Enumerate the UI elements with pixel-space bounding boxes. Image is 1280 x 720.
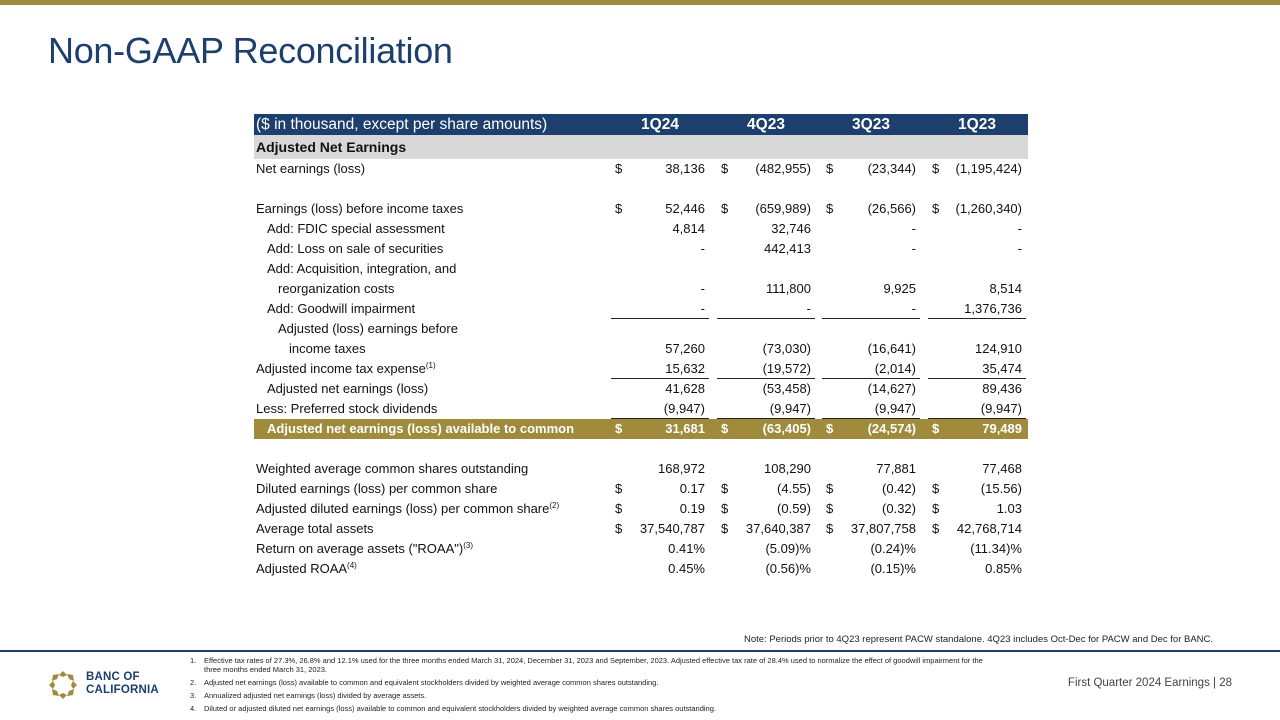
value-cell bbox=[611, 159, 709, 179]
value-cell bbox=[822, 339, 920, 359]
periods-note: Note: Periods prior to 4Q23 represent PACW standalone. 4Q23 includes Oct-Dec for PACW and Dec for BANC. bbox=[744, 634, 1214, 645]
footer-divider bbox=[0, 650, 1280, 652]
section-label: Adjusted Net Earnings bbox=[256, 139, 407, 155]
row-label: Average total assets bbox=[256, 521, 374, 536]
value-cell bbox=[717, 459, 815, 479]
value-cell bbox=[611, 379, 709, 399]
cell-value: - bbox=[911, 241, 916, 256]
currency-symbol: $ bbox=[721, 481, 729, 496]
value-cell bbox=[717, 339, 815, 359]
value-cell bbox=[822, 239, 920, 259]
table-row bbox=[254, 459, 1028, 479]
row-label: Return on average assets ("ROAA")$^{(3)}$ bbox=[256, 541, 473, 556]
row-label: Adjusted net earnings (loss) available to common bbox=[267, 421, 575, 436]
cell-value: (0.15)% bbox=[870, 561, 916, 576]
value-cell bbox=[717, 159, 815, 179]
currency-symbol: $ bbox=[826, 501, 834, 516]
cell-value: 32,746 bbox=[771, 221, 811, 236]
cell-value: 37,807,758 bbox=[850, 521, 916, 536]
value-cell bbox=[611, 419, 709, 439]
value-cell bbox=[717, 359, 815, 379]
section-header-row bbox=[254, 135, 1028, 159]
value-cell bbox=[717, 519, 815, 539]
cell-value: - bbox=[700, 241, 705, 256]
row-label: Earnings (loss) before income taxes bbox=[256, 201, 464, 216]
cell-value: 1.03 bbox=[996, 501, 1022, 516]
row-label: income taxes bbox=[289, 341, 366, 356]
footnote-ref: (2) bbox=[549, 501, 560, 510]
value-cell bbox=[717, 559, 815, 579]
currency-symbol: $ bbox=[615, 421, 623, 436]
cell-value: (5.09)% bbox=[765, 541, 811, 556]
cell-value: (9,947) bbox=[874, 401, 916, 416]
value-cell bbox=[928, 419, 1026, 439]
cell-value: 37,640,387 bbox=[745, 521, 811, 536]
cell-value: (0.42) bbox=[882, 481, 916, 496]
table-row bbox=[254, 239, 1028, 259]
value-cell bbox=[928, 239, 1026, 259]
value-cell bbox=[822, 359, 920, 379]
value-cell bbox=[822, 519, 920, 539]
value-cell bbox=[611, 219, 709, 239]
cell-value: (73,030) bbox=[762, 341, 811, 356]
value-cell bbox=[928, 479, 1026, 499]
value-cell bbox=[928, 519, 1026, 539]
cell-value: (19,572) bbox=[762, 361, 811, 376]
value-cell bbox=[717, 539, 815, 559]
table-row bbox=[254, 399, 1028, 419]
value-cell bbox=[928, 459, 1026, 479]
cell-value: 52,446 bbox=[665, 201, 705, 216]
value-cell bbox=[822, 479, 920, 499]
cell-value: (4.55) bbox=[777, 481, 811, 496]
value-cell bbox=[822, 219, 920, 239]
value-cell bbox=[717, 379, 815, 399]
value-cell bbox=[822, 279, 920, 299]
currency-symbol: $ bbox=[932, 501, 940, 516]
currency-symbol: $ bbox=[932, 201, 940, 216]
cell-value: (23,344) bbox=[867, 161, 916, 176]
value-cell bbox=[717, 399, 815, 419]
value-cell bbox=[611, 479, 709, 499]
column-header-3q23: 3Q23 bbox=[852, 116, 890, 133]
cell-value: (11.34)% bbox=[970, 541, 1022, 556]
currency-symbol: $ bbox=[721, 501, 729, 516]
footnote-ref: (1) bbox=[425, 361, 436, 370]
page-footer: First Quarter 2024 Earnings | 28 bbox=[1067, 677, 1232, 689]
row-label: Adjusted diluted earnings (loss) per common share$^{(2)}$ bbox=[256, 501, 560, 516]
table-row bbox=[254, 499, 1028, 519]
value-cell bbox=[822, 159, 920, 179]
table-row bbox=[254, 359, 1028, 379]
value-cell bbox=[928, 399, 1026, 419]
cell-value: (9,947) bbox=[663, 401, 705, 416]
value-cell bbox=[822, 379, 920, 399]
currency-symbol: $ bbox=[826, 201, 834, 216]
cell-value: 79,489 bbox=[982, 421, 1022, 436]
value-cell bbox=[928, 499, 1026, 519]
value-cell bbox=[822, 419, 920, 439]
cell-value: - bbox=[700, 281, 705, 296]
row-label: Add: Acquisition, integration, and bbox=[267, 261, 457, 276]
currency-symbol: $ bbox=[721, 161, 729, 176]
value-cell bbox=[822, 399, 920, 419]
currency-symbol: $ bbox=[826, 521, 834, 536]
value-cell bbox=[928, 339, 1026, 359]
cell-value: - bbox=[1017, 221, 1022, 236]
cell-value: (0.32) bbox=[882, 501, 916, 516]
table-row bbox=[254, 539, 1028, 559]
currency-symbol: $ bbox=[826, 161, 834, 176]
cell-value: 0.19 bbox=[679, 501, 705, 516]
row-label: Adjusted ROAA$^{(4)}$ bbox=[256, 561, 357, 576]
cell-value: 31,681 bbox=[665, 421, 705, 436]
cell-value: (1,260,340) bbox=[955, 201, 1022, 216]
cell-value: 108,290 bbox=[764, 461, 811, 476]
cell-value: (1,195,424) bbox=[955, 161, 1022, 176]
footnote: 2. Adjusted net earnings (loss) available to common and equivalent stockholders divided by weighted average common shares outstanding. bbox=[190, 678, 659, 687]
header-label: ($ in thousand, except per share amounts) bbox=[256, 116, 548, 133]
cell-value: 0.17 bbox=[679, 481, 705, 496]
currency-symbol: $ bbox=[615, 161, 623, 176]
cell-value: 42,768,714 bbox=[956, 521, 1022, 536]
value-cell bbox=[717, 239, 815, 259]
row-label: Net earnings (loss) bbox=[256, 161, 366, 176]
cell-value: (9,947) bbox=[769, 401, 811, 416]
table-row bbox=[254, 379, 1028, 399]
banc-of-california-logo-icon bbox=[48, 670, 78, 700]
cell-value: 15,632 bbox=[665, 361, 705, 376]
cell-value: 168,972 bbox=[658, 461, 705, 476]
cell-value: (9,947) bbox=[980, 401, 1022, 416]
cell-value: 124,910 bbox=[975, 341, 1022, 356]
cell-value: 41,628 bbox=[665, 381, 705, 396]
cell-value: (14,627) bbox=[867, 381, 916, 396]
value-cell bbox=[717, 419, 815, 439]
value-cell bbox=[611, 239, 709, 259]
cell-value: (659,989) bbox=[755, 201, 811, 216]
row-label: Add: Loss on sale of securities bbox=[267, 241, 444, 256]
cell-value: (63,405) bbox=[762, 421, 811, 436]
cell-value: - bbox=[700, 301, 705, 316]
table-row bbox=[254, 279, 1028, 299]
cell-value: 0.85% bbox=[985, 561, 1022, 576]
cell-value: (0.56)% bbox=[765, 561, 811, 576]
cell-value: 57,260 bbox=[665, 341, 705, 356]
row-label: reorganization costs bbox=[278, 281, 395, 296]
logo-line-1: BANC OF bbox=[86, 671, 140, 683]
value-cell bbox=[717, 299, 815, 319]
footnote-ref: (4) bbox=[347, 561, 357, 570]
footnote: 4. Diluted or adjusted diluted net earnings (loss) available to common and equivalent stockholders divided by weighted average common shares outstanding. bbox=[190, 704, 716, 713]
row-label: Adjusted income tax expense$^{(1)}$ bbox=[256, 361, 436, 376]
top-accent-bar bbox=[0, 0, 1280, 5]
table-row bbox=[254, 219, 1028, 239]
value-cell bbox=[928, 379, 1026, 399]
cell-value: (482,955) bbox=[755, 161, 811, 176]
currency-symbol: $ bbox=[932, 421, 940, 436]
column-header-1q24: 1Q24 bbox=[641, 116, 679, 133]
value-cell bbox=[928, 279, 1026, 299]
cell-value: (16,641) bbox=[867, 341, 916, 356]
value-cell bbox=[822, 199, 920, 219]
cell-value: 77,468 bbox=[982, 461, 1022, 476]
value-cell bbox=[928, 559, 1026, 579]
value-cell bbox=[717, 279, 815, 299]
row-label: Add: FDIC special assessment bbox=[267, 221, 445, 236]
table-row bbox=[254, 559, 1028, 579]
column-header-1q23: 1Q23 bbox=[958, 116, 996, 133]
value-cell bbox=[928, 159, 1026, 179]
value-cell bbox=[611, 519, 709, 539]
cell-value: (0.59) bbox=[777, 501, 811, 516]
value-cell bbox=[822, 459, 920, 479]
currency-symbol: $ bbox=[932, 521, 940, 536]
cell-value: 442,413 bbox=[764, 241, 811, 256]
cell-value: - bbox=[1017, 241, 1022, 256]
currency-symbol: $ bbox=[932, 161, 940, 176]
cell-value: (15.56) bbox=[980, 481, 1022, 496]
table-row bbox=[254, 479, 1028, 499]
row-label: Adjusted net earnings (loss) bbox=[267, 381, 429, 396]
cell-value: 0.45% bbox=[668, 561, 705, 576]
footnote: 1. Effective tax rates of 27.3%, 26.8% and 12.1% used for the three months ended March 31, 2024, December 31, 2023 and September, 2023. Adjusted effective tax rate of 28.4% used to normalize the effect of goodwill impairment for the three months ended March 31, 2023. bbox=[190, 656, 983, 674]
table-row bbox=[254, 199, 1028, 219]
cell-value: - bbox=[911, 221, 916, 236]
cell-value: (26,566) bbox=[867, 201, 916, 216]
value-cell bbox=[822, 539, 920, 559]
value-cell bbox=[822, 559, 920, 579]
cell-value: 0.41% bbox=[668, 541, 705, 556]
logo-line-2: CALIFORNIA bbox=[86, 684, 159, 696]
currency-symbol: $ bbox=[615, 481, 623, 496]
row-label: Weighted average common shares outstanding bbox=[256, 461, 529, 476]
value-cell bbox=[928, 299, 1026, 319]
cell-value: 4,814 bbox=[672, 221, 705, 236]
currency-symbol: $ bbox=[721, 201, 729, 216]
reconciliation-table bbox=[254, 114, 1028, 579]
column-header-4q23: 4Q23 bbox=[747, 116, 785, 133]
value-cell bbox=[717, 499, 815, 519]
table-row bbox=[254, 299, 1028, 319]
table-row bbox=[254, 519, 1028, 539]
table-row bbox=[254, 159, 1028, 179]
value-cell bbox=[611, 399, 709, 419]
currency-symbol: $ bbox=[721, 521, 729, 536]
row-label: Adjusted (loss) earnings before bbox=[278, 321, 458, 336]
value-cell bbox=[611, 199, 709, 219]
value-cell bbox=[611, 279, 709, 299]
cell-value: 35,474 bbox=[982, 361, 1022, 376]
value-cell bbox=[928, 539, 1026, 559]
row-label: Less: Preferred stock dividends bbox=[256, 401, 438, 416]
table-header-row bbox=[254, 114, 1028, 135]
table-row-total bbox=[254, 419, 1028, 439]
value-cell bbox=[717, 219, 815, 239]
value-cell bbox=[611, 559, 709, 579]
cell-value: 38,136 bbox=[665, 161, 705, 176]
row-label: Add: Goodwill impairment bbox=[267, 301, 416, 316]
cell-value: 9,925 bbox=[883, 281, 916, 296]
footnote: 3. Annualized adjusted net earnings (loss) divided by average assets. bbox=[190, 691, 427, 700]
value-cell bbox=[928, 199, 1026, 219]
footnote-ref: (3) bbox=[463, 541, 473, 550]
value-cell bbox=[611, 459, 709, 479]
table-row bbox=[254, 259, 1028, 279]
value-cell bbox=[611, 539, 709, 559]
value-cell bbox=[928, 219, 1026, 239]
table-row bbox=[254, 319, 1028, 339]
cell-value: - bbox=[911, 301, 916, 316]
value-cell bbox=[822, 499, 920, 519]
page-title: Non-GAAP Reconciliation bbox=[48, 30, 453, 71]
row-label: Diluted earnings (loss) per common share bbox=[256, 481, 498, 496]
currency-symbol: $ bbox=[721, 421, 729, 436]
footnotes bbox=[190, 656, 990, 717]
currency-symbol: $ bbox=[615, 201, 623, 216]
cell-value: 1,376,736 bbox=[964, 301, 1022, 316]
currency-symbol: $ bbox=[615, 501, 623, 516]
value-cell bbox=[717, 199, 815, 219]
currency-symbol: $ bbox=[826, 481, 834, 496]
cell-value: 111,800 bbox=[765, 281, 811, 296]
cell-value: 77,881 bbox=[876, 461, 916, 476]
cell-value: 89,436 bbox=[982, 381, 1022, 396]
currency-symbol: $ bbox=[932, 481, 940, 496]
value-cell bbox=[611, 499, 709, 519]
value-cell bbox=[611, 359, 709, 379]
cell-value: (0.24)% bbox=[870, 541, 916, 556]
cell-value: 8,514 bbox=[989, 281, 1022, 296]
value-cell bbox=[717, 479, 815, 499]
cell-value: 37,540,787 bbox=[639, 521, 705, 536]
cell-value: (53,458) bbox=[762, 381, 811, 396]
logo-wordmark bbox=[86, 671, 159, 697]
value-cell bbox=[611, 339, 709, 359]
table-row bbox=[254, 339, 1028, 359]
cell-value: - bbox=[806, 301, 811, 316]
value-cell bbox=[928, 359, 1026, 379]
cell-value: (24,574) bbox=[867, 421, 916, 436]
value-cell bbox=[822, 299, 920, 319]
currency-symbol: $ bbox=[615, 521, 623, 536]
cell-value: (2,014) bbox=[874, 361, 916, 376]
value-cell bbox=[611, 299, 709, 319]
currency-symbol: $ bbox=[826, 421, 834, 436]
